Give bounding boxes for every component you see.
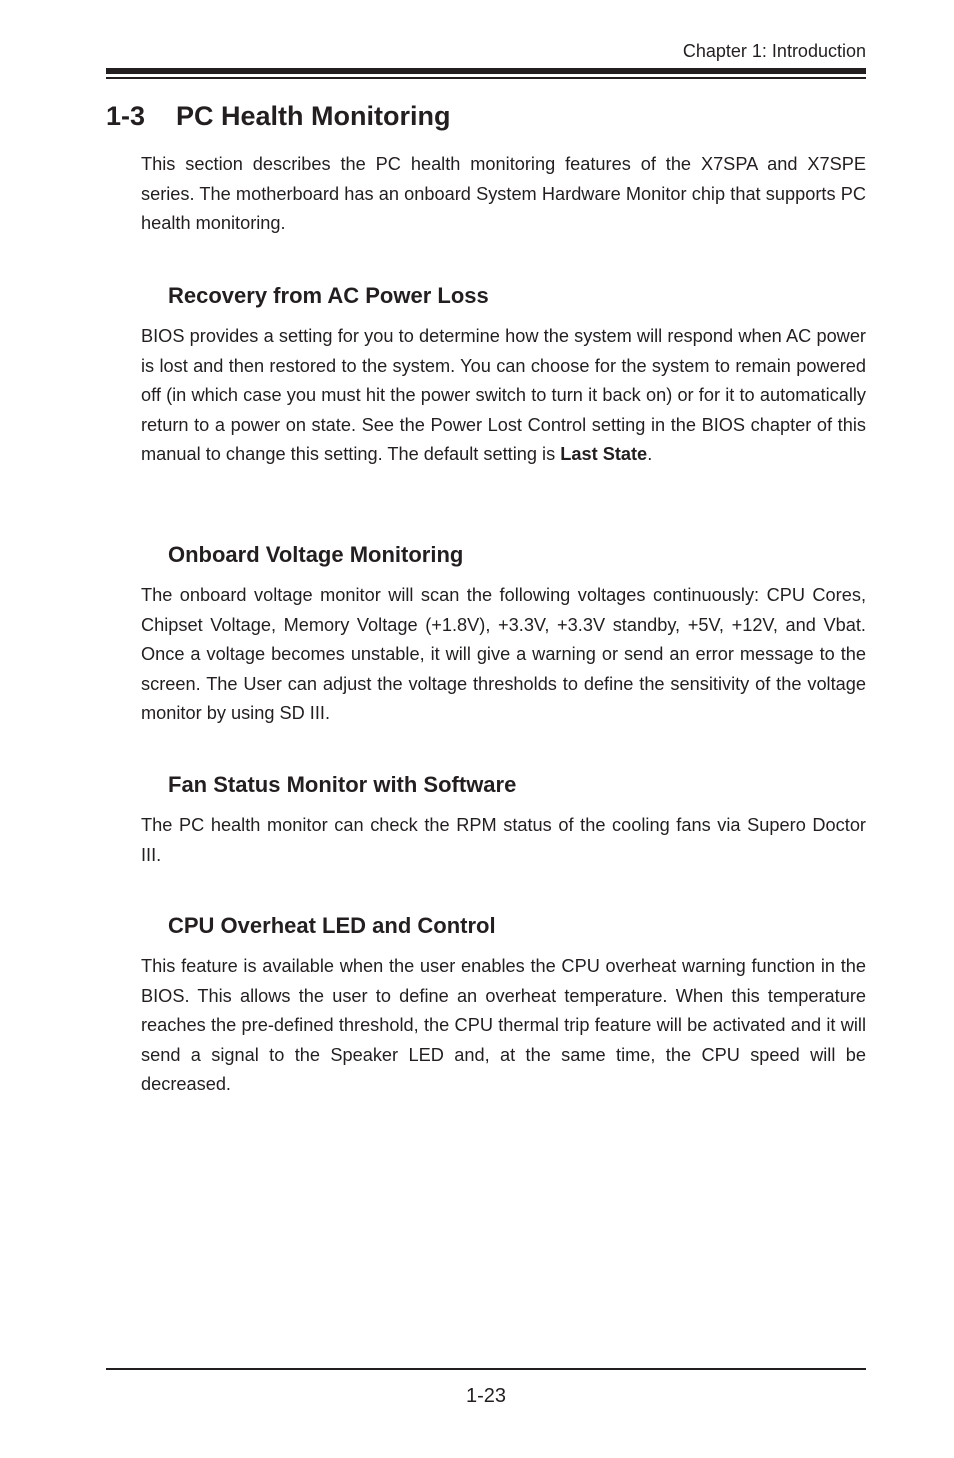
- subsection-body-ac-power-loss: [141, 322, 866, 470]
- subsection-title-fan-status: Fan Status Monitor with Software: [168, 772, 517, 797]
- header-rule-thick: [106, 68, 866, 74]
- section-number: 1-3: [106, 101, 146, 131]
- subsection-body-fan-status: The PC health monitor can check the RPM status of the cooling fans via Supero Doctor III.: [141, 815, 866, 865]
- header-rule-thin: [106, 77, 866, 79]
- section-intro-paragraph: This section describes the PC health monitoring features of the X7SPA and X7SPE series. The motherboard has an onboard System Hardware Monitor chip that supports PC health monitoring.: [141, 154, 866, 233]
- subsection-body-cpu-overheat: This feature is available when the user enables the CPU overheat warning function in the BIOS. This allows the user to define an overheat temperature. When this temperature reaches the pre-defined threshold, the CPU thermal trip feature will be activated and it will send a signal to the Speaker LED and, at the same time, the CPU speed will be decreased.: [141, 956, 866, 1094]
- running-head: Chapter 1: Introduction: [682, 41, 866, 61]
- subsection-title-cpu-overheat: CPU Overheat LED and Control: [168, 913, 496, 938]
- subsection-title-voltage-monitoring: Onboard Voltage Monitoring: [168, 542, 464, 567]
- footer-rule: [106, 1368, 866, 1370]
- subsection-body-voltage-monitoring: The onboard voltage monitor will scan the following voltages continuously: CPU Cores, Chipset Voltage, Memory Voltage (+1.8V), +3.3V, +3.3V standby, +5V, +12V, and Vbat. Once a voltage becomes unstable, it will give a warning or send an error message to the screen. The User can adjust the voltage thresholds to define the sensitivity of the voltage monitor by using SD III.: [141, 585, 866, 723]
- subsection-title-ac-power-loss: Recovery from AC Power Loss: [168, 283, 489, 308]
- ac-power-loss-text-end: .: [647, 444, 653, 464]
- section-title: [106, 99, 450, 133]
- page-number: 1-23: [465, 1385, 507, 1407]
- section-title-text: PC Health Monitoring: [176, 101, 451, 131]
- default-setting-emphasis: Last State: [560, 444, 648, 464]
- ac-power-loss-text: BIOS provides a setting for you to determine how the system will respond when AC power is lost and then restored to the system. You can choose for the system to remain powered off (in which case you must hit the power switch to turn it back on) or for it to automatically return to a power on state. See the Power Lost Control setting in the BIOS chapter of this manual to change this setting. The default setting is: [141, 326, 866, 464]
